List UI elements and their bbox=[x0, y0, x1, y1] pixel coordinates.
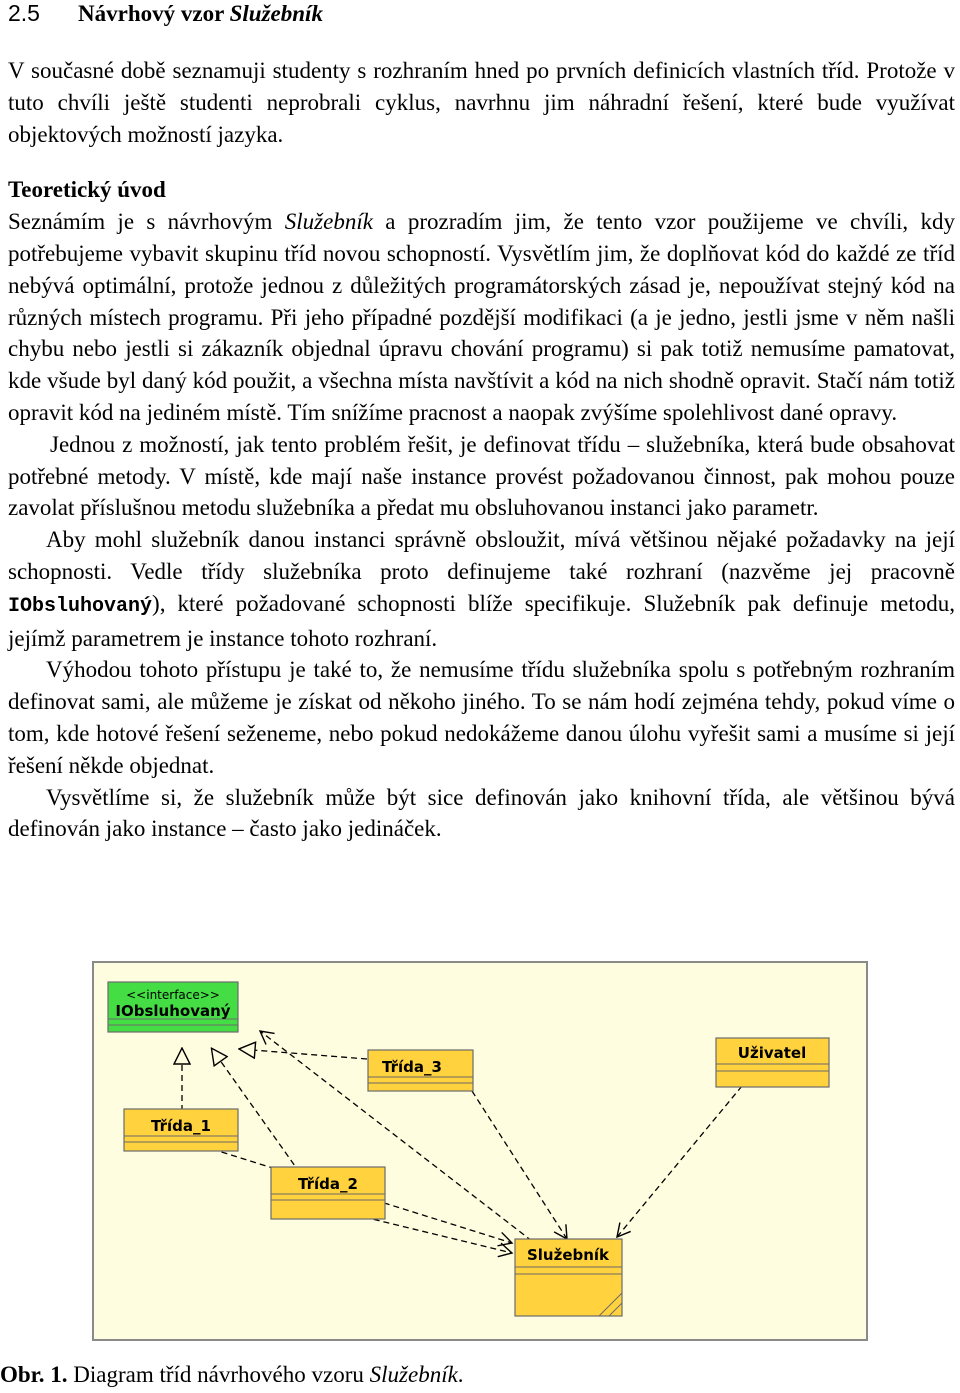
section-title: Návrhový vzor Služebník bbox=[78, 1, 323, 26]
class-name-trida3: Třída_3 bbox=[382, 1058, 442, 1076]
paragraph-2: Jednou z možností, jak tento problém řešit, je definovat třídu – služebníka, která bude obsahovat potřebné metody. V místě, kde mají naše instance provést požadovanou činnost, pak mohou pouze zavolat příslušnou metodu služebníka a předat mu obsluhovanou instanci jako parametr. bbox=[8, 431, 955, 521]
section-number: 2.5 bbox=[8, 0, 40, 26]
class-name-sluzebnik: Služebník bbox=[526, 1246, 610, 1264]
paragraph-1: Seznámím je s návrhovým Služebník a prozradím jim, že tento vzor použijeme ve chvíli, kdy potřebujeme vybavit skupinu tříd novou schopností. Vysvětlím jim, že doplňovat kód do každé ze tříd nebývá optimální, protože jednou z důležitých programátorských zásad je, nepoužívat stejný kód na různých místech programu. Při jeho případné pozdější modifikaci (a je jedno, jestli jsme v něm našli chybu nebo jestli si zákazník objednal úpravu chování programu) si pak totiž nemusíme pamatovat, kde všude byl daný kód použit, a všechna místa navštívit a kód na nich shodně opravit. Stačí nám totiž opravit kód na jediném místě. Tím snížíme pracnost a naopak zvýšíme spolehlivost dané opravy. bbox=[8, 209, 955, 425]
paragraph-4: Výhodou tohoto přístupu je také to, že nemusíme třídu služebníka spolu s potřebným rozhraním definovat sami, ale můžeme je získat od někoho jiného. To se nám hodí zejména tehdy, pokud víme o tom, kde hotové řešení seženeme, nebo pokud nedokážeme danou úlohu vyřešit sami a musíme si její řešení někde objednat. bbox=[8, 657, 955, 778]
caption-italic: Služebník bbox=[369, 1362, 458, 1387]
class-box-sluzebnik bbox=[515, 1239, 622, 1316]
figure-caption: Obr. 1. Diagram tříd návrhového vzoru Služebník. bbox=[0, 1362, 464, 1387]
section-heading bbox=[8, 0, 955, 30]
class-box-trida3 bbox=[368, 1050, 473, 1091]
class-box-trida1 bbox=[124, 1109, 238, 1151]
paragraph-5: Vysvětlíme si, že služebník může být sice definován jako knihovní třída, ale většinou bývá definován jako instance – často jako jedináček. bbox=[8, 784, 955, 842]
class-box-trida2 bbox=[271, 1167, 385, 1219]
intro-paragraph: V současné době seznamuji studenty s rozhraním hned po prvních definicích vlastních tříd. Protože v tuto chvíli ještě studenti neprobrali cyklus, navrhnu jim náhradní řešení, které bude využívat objektových možností jazyka. bbox=[8, 58, 955, 147]
class-name-trida2: Třída_2 bbox=[298, 1175, 358, 1193]
interface-code-name: IObsluhovaný bbox=[8, 594, 153, 618]
class-name-trida1: Třída_1 bbox=[151, 1117, 211, 1135]
interface-stereotype: <<interface>> bbox=[126, 988, 220, 1002]
section-title-italic: Služebník bbox=[229, 1, 323, 26]
document-page bbox=[8, 0, 955, 845]
subheading-theory: Teoretický úvod bbox=[8, 177, 166, 203]
interface-box bbox=[108, 982, 238, 1032]
class-name-uzivatel: Uživatel bbox=[737, 1044, 807, 1062]
class-box-uzivatel bbox=[716, 1038, 829, 1087]
paragraph-3: Aby mohl služebník danou instanci správně obsloužit, mívá většinou nějaké požadavky na její schopnosti. Vedle třídy služebníka proto definujeme také rozhraní (nazvěme jej pracovně IObsluhovaný), které požadované schopnosti blíže specifikuje. Služebník pak definuje metodu, jejímž parametrem je instance tohoto rozhraní. bbox=[8, 527, 955, 651]
figure-number: Obr. 1. bbox=[0, 1362, 68, 1387]
pattern-name-italic: Služebník bbox=[284, 209, 373, 235]
class-diagram bbox=[92, 961, 868, 1341]
interface-name: IObsluhovaný bbox=[115, 1002, 231, 1020]
